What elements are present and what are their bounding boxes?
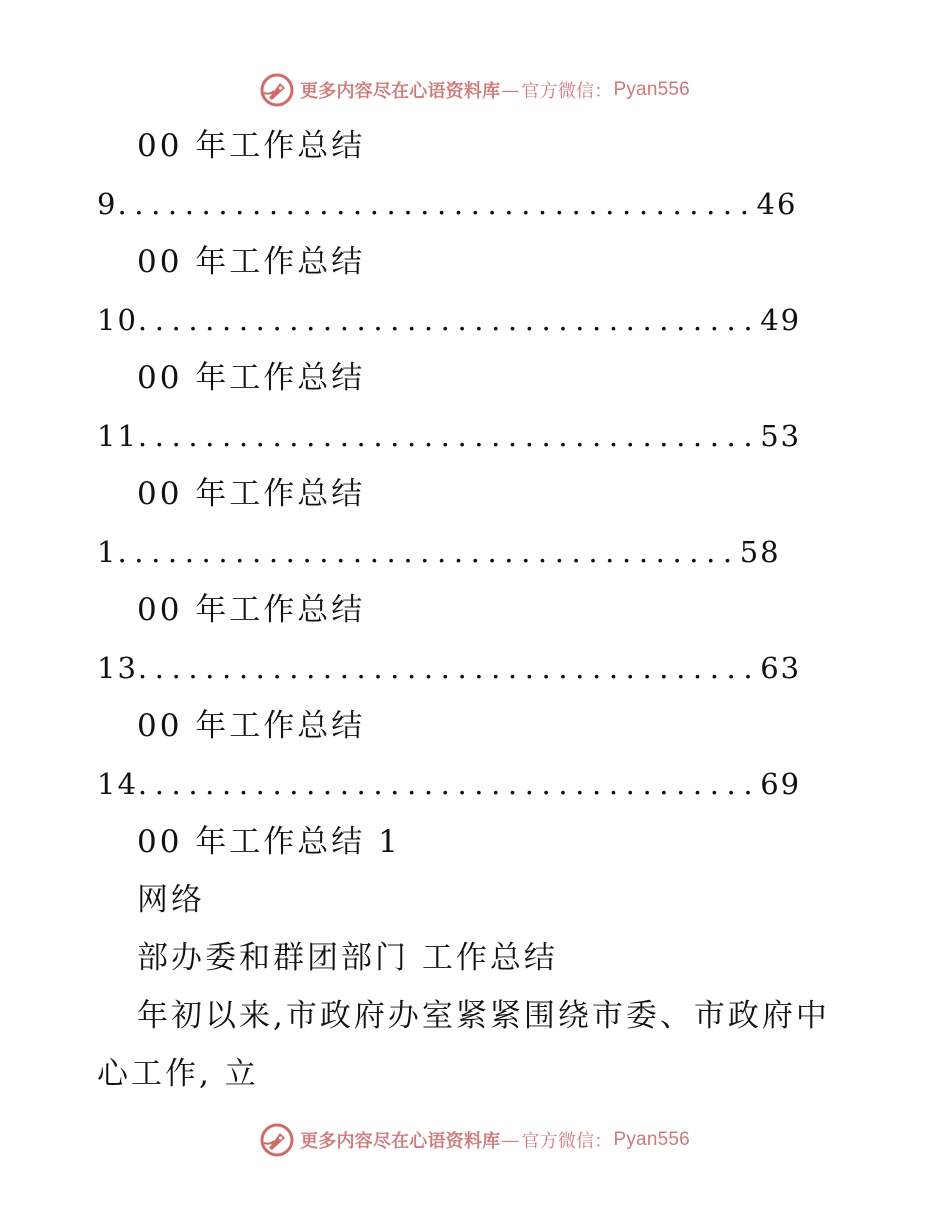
toc-page-number: 49 <box>760 303 802 337</box>
toc-page-number: 53 <box>760 419 802 453</box>
toc-entry-6[interactable] <box>97 764 801 804</box>
toc-title-6: 00 年工作总结 <box>137 708 366 744</box>
toc-number: 1 <box>97 535 118 569</box>
watermark-id: Pyan556 <box>613 1129 690 1150</box>
watermark-text <box>300 1127 690 1153</box>
toc-entry-5[interactable] <box>97 648 801 688</box>
watermark-text <box>300 77 690 103</box>
watermark-separator: — <box>501 1129 520 1151</box>
toc-number: 14 <box>97 767 138 801</box>
watermark-label: 官方微信： <box>521 1131 613 1152</box>
toc-title-1: 00 年工作总结 <box>137 128 366 164</box>
watermark-header <box>0 70 950 110</box>
paragraph-first-line: 年初以来,市政府办室紧紧围绕市委、市政府中 <box>137 998 830 1034</box>
paragraph-second-line: 心工作, 立 <box>97 1056 259 1092</box>
toc-page-number: 46 <box>756 187 798 221</box>
pen-nib-logo-icon <box>260 73 294 107</box>
watermark-id: Pyan556 <box>613 79 690 100</box>
toc-title-3: 00 年工作总结 <box>137 360 366 396</box>
toc-entry-3[interactable] <box>97 416 801 456</box>
watermark-main: 更多内容尽在心语资料库 <box>300 81 501 102</box>
toc-entry-4[interactable] <box>97 532 781 572</box>
toc-number: 11 <box>97 419 138 453</box>
section-heading: 00 年工作总结 1 <box>137 824 401 860</box>
watermark-label: 官方微信： <box>521 81 613 102</box>
toc-number: 10 <box>97 303 138 337</box>
watermark-main: 更多内容尽在心语资料库 <box>300 1131 501 1152</box>
toc-title-4: 00 年工作总结 <box>137 476 366 512</box>
toc-number: 9 <box>97 187 118 221</box>
body-line-network: 网络 <box>137 882 205 918</box>
watermark-separator: — <box>501 79 520 101</box>
toc-leader-dots: ..................................... <box>137 651 761 685</box>
toc-leader-dots: ..................................... <box>137 767 761 801</box>
watermark-footer <box>0 1120 950 1160</box>
toc-number: 13 <box>97 651 138 685</box>
toc-leader-dots: ..................................... <box>137 419 761 453</box>
toc-page-number: 58 <box>739 535 781 569</box>
toc-leader-dots: ...................................... <box>117 187 757 221</box>
toc-title-5: 00 年工作总结 <box>137 592 366 628</box>
toc-leader-dots: ..................................... <box>117 535 740 569</box>
toc-title-2: 00 年工作总结 <box>137 244 366 280</box>
toc-page-number: 63 <box>760 651 802 685</box>
body-line-department: 部办委和群团部门 工作总结 <box>137 940 558 976</box>
toc-entry-1[interactable] <box>97 184 797 224</box>
toc-leader-dots: ..................................... <box>137 303 761 337</box>
toc-entry-2[interactable] <box>97 300 801 340</box>
pen-nib-logo-icon <box>260 1123 294 1157</box>
toc-page-number: 69 <box>760 767 802 801</box>
